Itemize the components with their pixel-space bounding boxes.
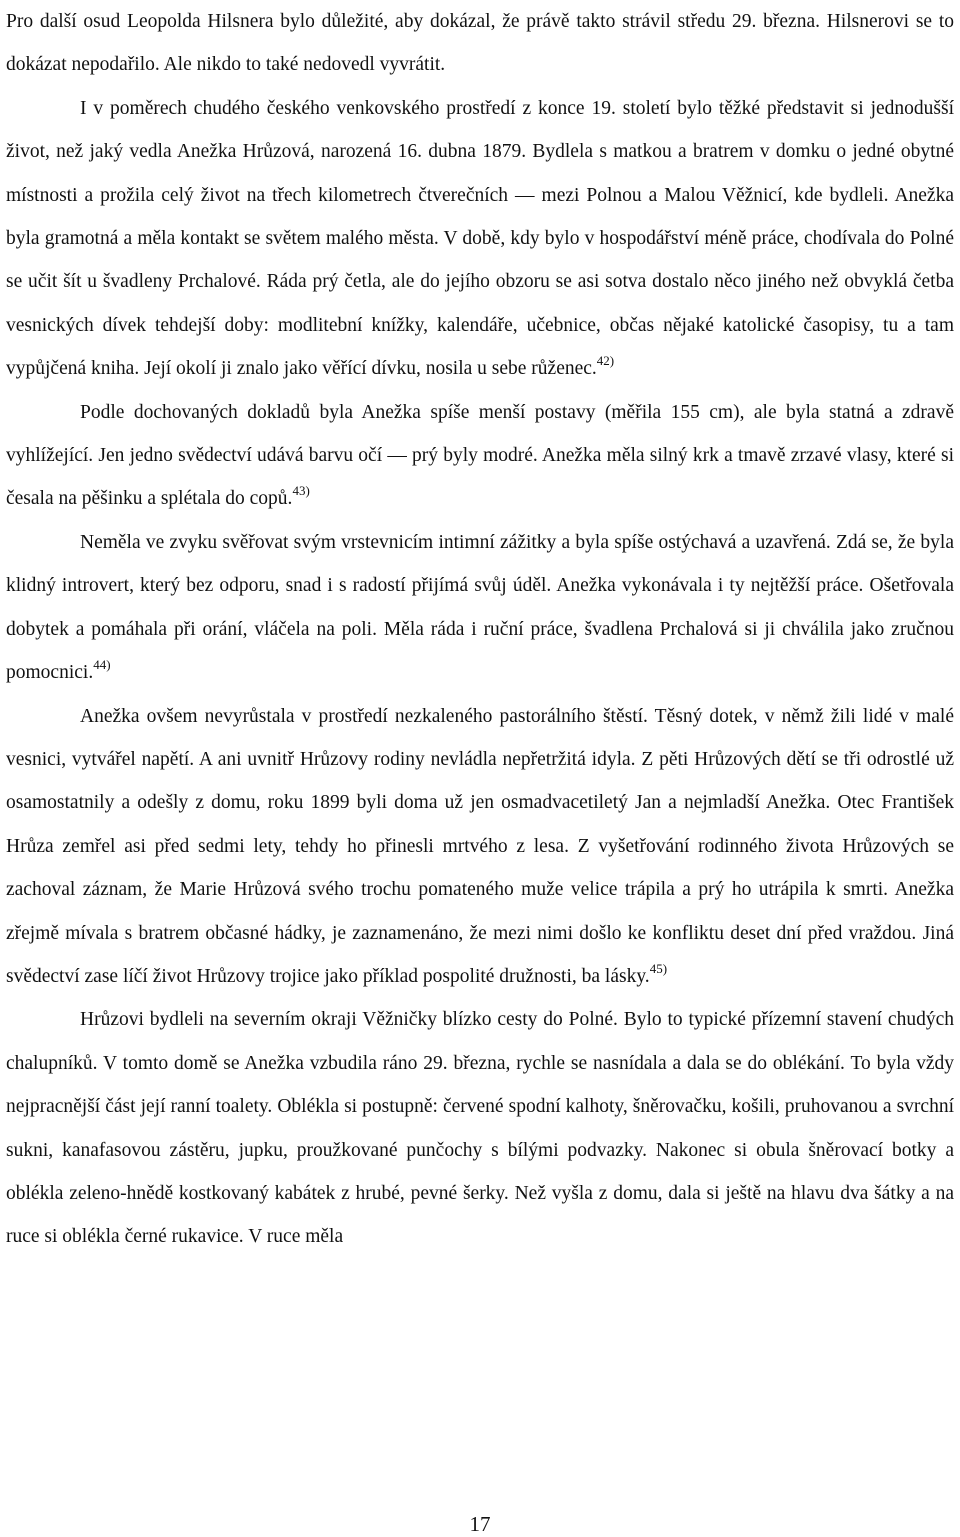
- paragraph-6-text: Hrůzovi bydleli na severním okraji Věžničky blízko cesty do Polné. Bylo to typické přízemní stavení chudých chalupníků. V tomto domě se Anežka vzbudila ráno 29. března, rychle se nasnídala a dala se do oblékání. To byla vždy nejpracnější část její ranní toalety. Oblékla si postupně: červené spodní kalhoty, šněrovačku, košili, pruhovanou a svrchní sukni, kanafasovou zástěru, jupku, proužkované punčochy s bílými podvazky. Nakonec si obula šněrovací botky a oblékla zeleno-hnědě kostkovaný kabátek z hrubé, pevné šerky. Než vyšla z domu, dala si ještě na hlavu dva šátky a na ruce si oblékla černé rukavice. V ruce měla: [6, 1009, 954, 1248]
- footnote-ref-44: 44): [93, 657, 111, 673]
- paragraph-3: [6, 391, 954, 521]
- paragraph-4: [6, 521, 954, 695]
- paragraph-1-text: Pro další osud Leopolda Hilsnera bylo důležité, aby dokázal, že právě takto strávil středu 29. března. Hilsnerovi se to dokázat nepodařilo. Ale nikdo to také nedovedl vyvrátit.: [6, 11, 954, 76]
- footnote-ref-45: 45): [649, 960, 668, 976]
- paragraph-3-text: Podle dochovaných dokladů byla Anežka spíše menší postavy (měřila 155 cm), ale byla statná a zdravě vyhlížející. Jen jedno svědectví udává barvu očí — prý byly modré. Anežka měla silný krk a tmavě zrzavé vlasy, které si česala na pěšinku a splétala do copů.: [6, 401, 954, 510]
- paragraph-4-text: Neměla ve zvyku svěřovat svým vrstevnicím intimní zážitky a byla spíše ostýchavá a uzavřená. Zdá se, že byla klidný introvert, který bez odporu, snad i s radostí přijímá svůj úděl. Anežka vykonávala i ty nejtěžší práce. Ošetřovala dobytek a pomáhala při orání, vláčela na poli. Měla ráda i ruční práce, švadlena Prchalová si ji chválila jako zručnou pomocnici.: [6, 531, 954, 684]
- paragraph-2: [6, 87, 954, 391]
- paragraph-5: [6, 695, 954, 999]
- paragraph-2-text: I v poměrech chudého českého venkovského prostředí z konce 19. století bylo těžké představit si jednodušší život, než jaký vedla Anežka Hrůzová, narozená 16. dubna 1879. Bydlela s matkou a bratrem v domku o jedné obytné místnosti a prožila celý život na třech kilometrech čtverečních — mezi Polnou a Malou Věžnicí, kde bydleli. Anežka byla gramotná a měla kontakt se světem malého města. V době, kdy bylo v hospodářství méně práce, chodívala do Polné se učit šít u švadleny Prchalové. Ráda prý četla, ale do jejího obzoru se asi sotva dostalo něco jiného než obvyklá četba vesnických dívek tehdejší doby: modlitební knížky, kalendáře, učebnice, občas nějaké katolické časopisy, tu a tam vypůjčená kniha. Její okolí ji znalo jako věřící dívku, nosila u sebe růženec.: [6, 97, 954, 380]
- page-number: 17: [469, 1512, 491, 1536]
- footnote-ref-42: 42): [596, 353, 615, 369]
- footnote-ref-43: 43): [292, 483, 310, 499]
- paragraph-6: [6, 998, 954, 1258]
- paragraph-1: [6, 0, 954, 87]
- paragraph-5-text: Anežka ovšem nevyrůstala v prostředí nezkaleného pastorálního štěstí. Těsný dotek, v němž žili lidé v malé vesnici, vytvářel napětí. A ani uvnitř Hrůzovy rodiny nevládla nepřetržitá idyla. Z pěti Hrůzových dětí se tři odrostlé už osamostatnily a odešly z domu, roku 1899 byli doma už jen osmadvacetiletý Jan a nejmladší Anežka. Otec František Hrůza zemřel asi před sedmi lety, tehdy ho přinesli mrtvého z lesa. Z vyšetřování rodinného života Hrůzových se zachoval záznam, že Marie Hrůzová svého trochu pomateného muže velice trápila a prý ho utrápila k smrti. Anežka zřejmě mívala s bratrem občasné hádky, je zaznamenáno, že mezi nimi došlo ke konfliktu deset dní před vraždou. Jiná svědectví zase líčí život Hrůzovy trojice jako příklad pospolité družnosti, ba lásky.: [6, 705, 954, 987]
- document-body: [6, 0, 954, 1259]
